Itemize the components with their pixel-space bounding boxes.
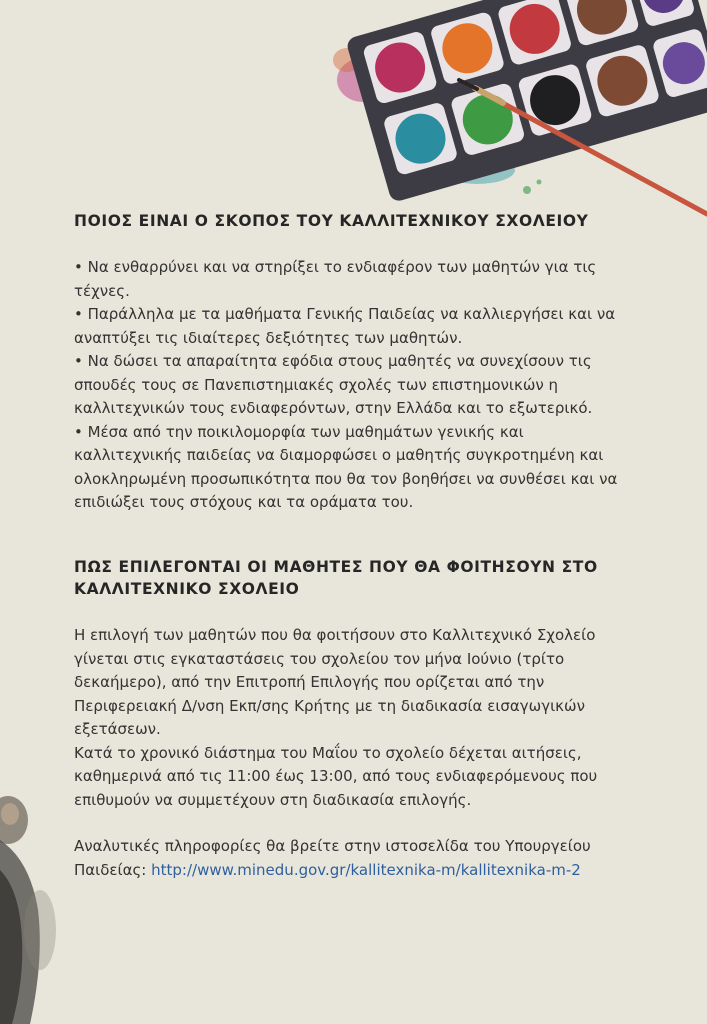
purpose-bullet: • Να ενθαρρύνει και να στηρίξει το ενδιαφέρον των μαθητών για τις τέχνες.: [74, 258, 597, 300]
selection-heading: ΠΩΣ ΕΠΙΛΕΓΟΝΤΑΙ ΟΙ ΜΑΘΗΤΕΣ ΠΟΥ ΘΑ ΦΟΙΤΗΣΟΥΝ ΣΤΟ ΚΑΛΛΙΤΕΧΝΙΚΟ ΣΧΟΛΕΙΟ: [74, 558, 598, 598]
selection-section: [74, 556, 634, 882]
info-paragraph: [74, 835, 634, 882]
sketch-figure-illustration: [0, 780, 60, 1024]
selection-paragraph: Η επιλογή των μαθητών που θα φοιτήσουν στο Καλλιτεχνικό Σχολείο γίνεται στις εγκαταστάσεις του σχολείου τον μήνα Ιούνιο (τρίτο δεκαήμερο), από την Επιτροπή Επιλογής που ορίζεται από την Περιφερειακή Δ/νση Εκπ/σης Κρήτης με τη διαδικασία εισαγωγικών εξετάσεων.: [74, 626, 596, 738]
purpose-heading: ΠΟΙΟΣ ΕΙΝΑΙ Ο ΣΚΟΠΟΣ ΤΟΥ ΚΑΛΛΙΤΕΧΝΙΚΟΥ ΣΧΟΛΕΙΟΥ: [74, 212, 589, 230]
purpose-bullet: • Παράλληλα με τα μαθήματα Γενικής Παιδείας να καλλιεργήσει και να αναπτύξει τις ιδιαίτερες δεξιότητες των μαθητών.: [74, 305, 616, 347]
purpose-bullet: • Να δώσει τα απαραίτητα εφόδια στους μαθητές να συνεχίσουν τις σπουδές τους σε Πανεπιστημιακές σχολές των επιστημονικών η καλλιτεχνικών τους ενδιαφερόντων, στην Ελλάδα και το εξωτερικό.: [74, 352, 593, 417]
purpose-section: [74, 210, 634, 515]
purpose-bullets: [74, 256, 634, 515]
applications-paragraph: Κατά το χρονικό διάστημα του Μαΐου το σχολείο δέχεται αιτήσεις, καθημερινά από τις 11:00 έως 13:00, από τους ενδιαφερόμενους που επιθυμούν να συμμετέχουν στη διαδικασία επιλογής.: [74, 743, 598, 809]
selection-body: [74, 624, 634, 882]
purpose-bullet: • Μέσα από την ποικιλομορφία των μαθημάτων γενικής και καλλιτεχνικής παιδείας να διαμορφώσει ο μαθητής συγκροτημένη και ολοκληρωμένη προσωπικότητα που θα τον βοηθήσει να συνθέσει και να επιδιώξει τους στόχους και τα οράματα του.: [74, 422, 618, 511]
ministry-link[interactable]: http://www.minedu.gov.gr/kallitexnika-m/kallitexnika-m-2: [151, 860, 581, 879]
watercolor-palette-illustration: [327, 0, 707, 240]
info-text: Αναλυτικές πληροφορίες θα βρείτε στην ιστοσελίδα του Υπουργείου Παιδείας:: [74, 837, 591, 879]
